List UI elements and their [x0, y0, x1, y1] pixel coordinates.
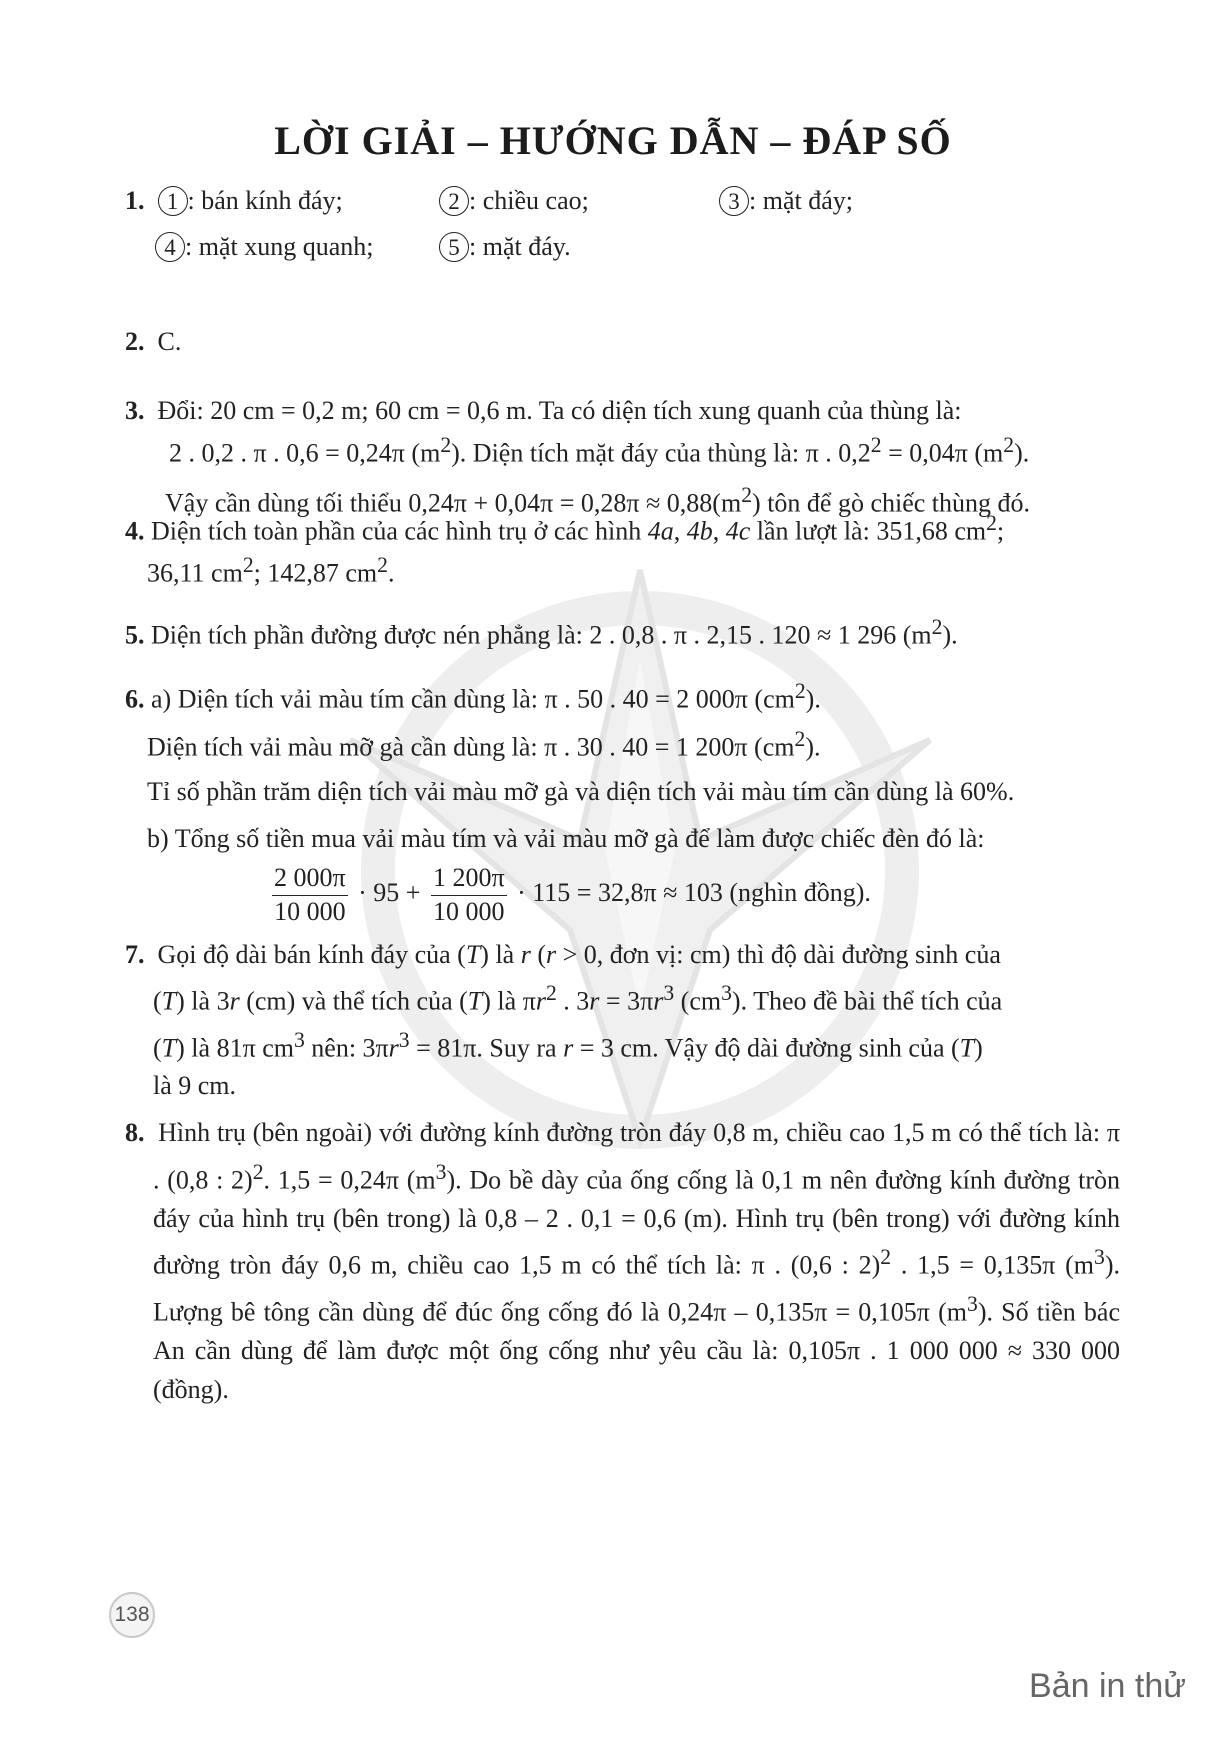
superscript: 3: [293, 1027, 305, 1052]
item-text: : mặt đáy;: [749, 186, 853, 215]
question-number: 1.: [125, 186, 145, 215]
text: 2 . 0,2 . π . 0,6 = 0,24π (m: [169, 438, 441, 468]
text: .: [387, 559, 395, 588]
answer-7-line: [125, 974, 1120, 1021]
answer-5: [125, 612, 1120, 654]
text: nên: 3π: [304, 1033, 389, 1063]
superscript: 2: [1003, 432, 1015, 457]
answer-3-line: [125, 430, 1120, 472]
answer-6-line: [125, 724, 1120, 766]
text: ). Lượng bê tông cần dùng để đúc ống cống đó là 0,24π – 0,135π = 0,105π (m: [153, 1250, 1121, 1327]
text: = 3π: [599, 986, 654, 1016]
var: r: [563, 1033, 574, 1063]
text: = 3 cm. Vậy độ dài đường sinh của (: [573, 1033, 960, 1063]
answer-8: [125, 1114, 1120, 1409]
superscript: 2: [931, 615, 943, 639]
page-number: 138: [109, 1592, 155, 1638]
text: · 95 +: [351, 878, 427, 908]
text: ).: [942, 620, 958, 650]
superscript: 3: [398, 1027, 410, 1052]
text: ;: [996, 516, 1005, 546]
superscript: 2: [794, 727, 806, 752]
text: (: [530, 940, 546, 969]
answer-4: [125, 508, 1120, 593]
answer-2-text: C.: [157, 327, 182, 356]
question-number: 4.: [125, 516, 145, 546]
circled-number: 1: [158, 186, 188, 216]
text: lần lượt là: 351,68 cm: [750, 516, 987, 546]
superscript: 2: [440, 432, 452, 457]
figure-ref: 4b: [686, 516, 713, 546]
text: ).: [805, 684, 821, 714]
question-number: 8.: [125, 1118, 145, 1147]
answer-6-line: Tỉ số phần trăm diện tích vải màu mỡ gà và diện tích vải màu tím cần dùng là 60%.: [147, 776, 1015, 806]
denominator: 10 000: [433, 896, 505, 926]
answer-7-line: [125, 936, 1120, 974]
answer-3-line: [125, 392, 1120, 430]
answer-6-line: b) Tổng số tiền mua vải màu tím và vải màu mỡ gà để làm được chiếc đèn đó là:: [147, 824, 985, 854]
answer-4-line: [125, 550, 1120, 592]
text: Gọi độ dài bán kính đáy của (: [157, 940, 466, 969]
text: ): [974, 1033, 983, 1063]
text: = 0,04π (m: [881, 438, 1004, 468]
text: Diện tích vải màu mỡ gà cần dùng là: π . 30 . 40 = 1 200π (cm: [147, 733, 795, 762]
text: 36,11 cm: [147, 559, 243, 588]
text: . 1,5 = 0,24π (m: [263, 1165, 436, 1195]
fraction: [431, 862, 507, 928]
text: Vậy cần dùng tối thiểu 0,24π + 0,04π = 0,28π ≈ 0,88(m: [165, 488, 742, 518]
superscript: 2: [377, 553, 388, 578]
question-number: 6.: [125, 684, 145, 714]
figure-ref: 4c: [725, 516, 751, 546]
answer-6: [125, 676, 1120, 928]
var: r: [653, 986, 664, 1016]
text: ). Diện tích mặt đáy của thùng là: π . 0,2: [451, 438, 871, 468]
text: (: [153, 986, 162, 1016]
text: . 3: [556, 986, 590, 1016]
numerator: 1 200π: [431, 862, 507, 896]
text: (: [153, 1033, 162, 1063]
text: ,: [673, 516, 687, 546]
text: ) là 3: [176, 986, 230, 1016]
text: ; 142,87 cm: [253, 559, 378, 588]
superscript: 3: [1094, 1245, 1105, 1270]
text: Đổi: 20 cm = 0,2 m; 60 cm = 0,6 m. Ta có diện tích xung quanh của thùng là:: [157, 396, 962, 425]
question-number: 7.: [125, 940, 145, 969]
superscript: 2: [252, 1159, 264, 1184]
text: ). Số tiền bác An cần dùng để làm được một ống cống như yêu cầu là: 0,105π . 1 000 000 ≈ 330 000 (đồng).: [153, 1297, 1120, 1404]
answer-7-line: là 9 cm.: [153, 1071, 237, 1101]
superscript: 3: [721, 981, 732, 1005]
denominator: 10 000: [274, 896, 346, 926]
answer-7: [125, 936, 1120, 1105]
circled-number: 3: [719, 186, 749, 216]
var: T: [467, 986, 483, 1016]
answer-3: [125, 392, 1120, 522]
superscript: 2: [880, 1245, 892, 1270]
text: . 1,5 = 0,135π (m: [891, 1250, 1095, 1280]
answer-1-grid: [125, 182, 1120, 265]
var: r: [520, 940, 531, 969]
answer-1: [125, 182, 1120, 265]
text: > 0, đơn vị: cm) thì độ dài đường sinh của: [556, 940, 1001, 969]
text: ,: [712, 516, 726, 546]
text: ) là π: [482, 986, 536, 1016]
text: · 115 = 32,8π ≈ 103 (nghìn đồng).: [510, 878, 871, 908]
circled-number: 2: [439, 186, 469, 216]
item-text: : chiều cao;: [469, 186, 589, 215]
superscript: 3: [663, 981, 675, 1005]
answer-7-line: [125, 1021, 1120, 1068]
item-text: : mặt đáy.: [469, 231, 571, 261]
circled-number: 5: [439, 232, 469, 262]
text: (cm) và thể tích của (: [239, 986, 468, 1016]
answer-6-formula: [125, 862, 1120, 928]
question-number: 2.: [125, 327, 145, 356]
text: ) là 81π cm: [176, 1033, 294, 1063]
superscript: 2: [870, 432, 882, 457]
answer-1-item: [125, 228, 439, 266]
question-number: 5.: [125, 620, 145, 650]
superscript: 2: [242, 553, 254, 578]
footer-label: Bản in thử: [1029, 1667, 1186, 1705]
superscript: 3: [435, 1159, 447, 1184]
text: (cm: [674, 986, 722, 1016]
var: T: [465, 940, 481, 969]
answer-4-line: [125, 508, 1120, 550]
var: r: [546, 940, 557, 969]
item-text: : bán kính đáy;: [187, 186, 343, 215]
text: ) là: [480, 940, 521, 969]
question-number: 3.: [125, 396, 145, 425]
page-title: LỜI GIẢI – HƯỚNG DẪN – ĐÁP SỐ: [274, 118, 952, 163]
text: ) tôn để gò chiếc thùng đó.: [752, 488, 1031, 518]
fraction: [272, 862, 348, 928]
text: ). Do bề dày của ống cống là 0,1 m nên đường kính đường tròn đáy của hình trụ (bên trong) là 0,8 – 2 . 0,1 = 0,6 (m). Hình trụ (bên trong) với đường kính đường tròn đáy 0,6 m, chiều cao 1,5 m có thể tích là: π . (0,6 : 2): [153, 1165, 1121, 1280]
text: Diện tích phần đường được nén phẳng là: 2 . 0,8 . π . 2,15 . 120 ≈ 1 296 (m: [151, 620, 932, 650]
answer-2: [125, 323, 1120, 361]
var: T: [161, 1033, 177, 1063]
text: a) Diện tích vải màu tím cần dùng là: π . 50 . 40 = 2 000π (cm: [144, 684, 795, 714]
numerator: 2 000π: [272, 862, 348, 896]
superscript: 2: [545, 981, 557, 1005]
superscript: 2: [794, 679, 806, 703]
var: r: [535, 986, 546, 1016]
answer-1-item: [439, 228, 719, 266]
var: T: [959, 1033, 975, 1063]
answer-1-item: [125, 182, 439, 220]
superscript: 3: [966, 1292, 978, 1317]
answer-8-text: [125, 1114, 1120, 1409]
var: r: [229, 986, 240, 1016]
answer-1-item: [719, 182, 1019, 220]
text: ).: [805, 733, 821, 762]
var: r: [589, 986, 600, 1016]
item-text: : mặt xung quanh;: [185, 231, 374, 261]
text: = 81π. Suy ra: [409, 1033, 564, 1063]
answer-1-item: [439, 182, 719, 220]
superscript: 2: [741, 483, 753, 508]
answer-6-line: [125, 676, 1120, 718]
text: ). Theo đề bài thể tích của: [731, 986, 1003, 1016]
circled-number: 4: [155, 232, 185, 262]
text: ).: [1014, 438, 1030, 468]
figure-ref: 4a: [647, 516, 674, 546]
var: T: [161, 986, 177, 1016]
text: Hình trụ (bên ngoài) với đường kính đường tròn đáy 0,8 m, chiều cao 1,5 m có thể tích là: π . (0,8 : 2): [153, 1118, 1120, 1195]
superscript: 2: [986, 511, 997, 535]
var: r: [388, 1033, 399, 1063]
text: Diện tích toàn phần của các hình trụ ở các hình: [151, 516, 648, 546]
